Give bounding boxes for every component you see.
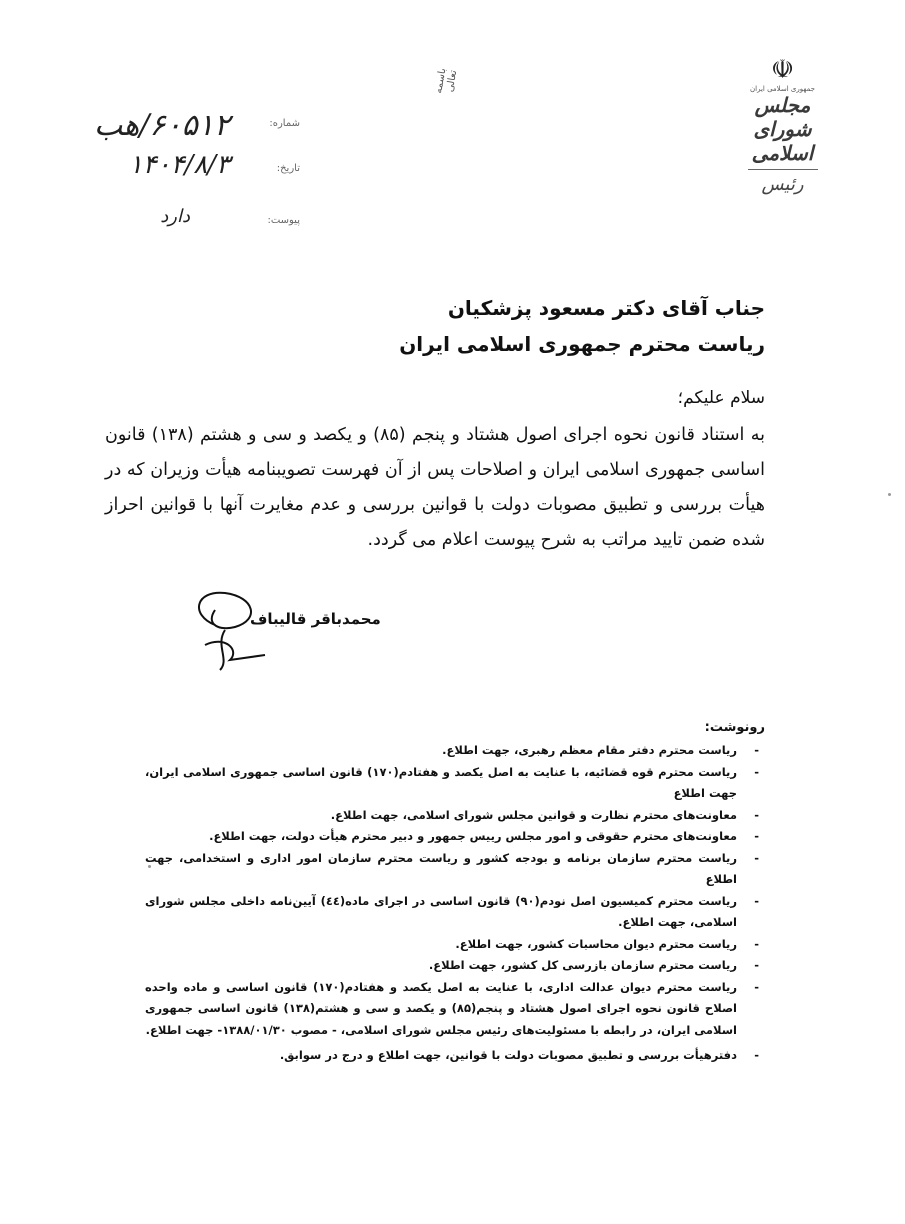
signature-scrawl (185, 585, 275, 675)
cc-list (145, 740, 765, 1067)
cc-item: - ریاست محترم دفتر مقام معظم رهبری، جهت اطلاع. (145, 740, 765, 762)
number-label: شماره: (269, 118, 300, 129)
signatory-name: محمدباقر قالیباف (250, 610, 381, 628)
scan-speck (148, 865, 151, 868)
cc-item: - ریاست محترم دیوان عدالت اداری، با عنایت به اصل یکصد و هفتادم(۱۷۰) قانون اساسی و ماده واحده اصلاح قانون نحوه اجرای اصول هشتاد و پنجم(۸۵) و یکصد و سی و هشتم(۱۳۸) قانون اساسی جمهوری اسلامی ایران، در رابطه با مسئولیت‌های رئیس مجلس شورای اسلامی، - مصوب ۱۳۸۸/۰۱/۳۰- جهت اطلاع. (145, 977, 765, 1042)
organization-name: مجلس شورای اسلامی (751, 93, 814, 165)
republic-line: جمهوری اسلامی ایران (750, 85, 815, 93)
cc-item: - ریاست محترم کمیسیون اصل نودم(۹۰) قانون اساسی در اجرای ماده(٤٤) آیین‌نامه داخلی مجلس شورای اسلامی، جهت اطلاع. (145, 891, 765, 934)
invocation: باسمه تعالی (433, 67, 460, 95)
attachment-label: پیوست: (267, 215, 300, 226)
letterhead-logo (735, 55, 830, 215)
greeting: سلام علیکم؛ (677, 388, 765, 408)
date-label: تاریخ: (276, 163, 300, 174)
letter-number: ۶۰۵۱۲/هب (94, 108, 230, 143)
cc-item: - دفترهیأت بررسی و تطبیق مصوبات دولت با قوانین، جهت اطلاع و درج در سوابق. (145, 1045, 765, 1067)
cc-item: - معاونت‌های محترم نظارت و قوانین مجلس شورای اسلامی، جهت اطلاع. (145, 805, 765, 827)
emblem-icon: ☫ (770, 55, 795, 85)
attachment-value: دارد (160, 206, 190, 227)
letter-body: به استناد قانون نحوه اجرای اصول هشتاد و پنجم (۸۵) و یکصد و سی و هشتم (۱۳۸) قانون اساسی جمهوری اسلامی ایران و اصلاحات پس از آن فهرست تصویبنامه هیأت وزیران که در هیأت بررسی و تطبیق مصوبات دولت با قوانین بررسی و عدم مغایرت آنها با قوانین احراز شده ضمن تایید مراتب به شرح پیوست اعلام می گردد. (105, 425, 765, 550)
office-title: رئیس (761, 174, 804, 195)
cc-item: - ریاست محترم دیوان محاسبات کشور، جهت اطلاع. (145, 934, 765, 956)
cc-item: - ریاست محترم قوه قضائیه، با عنایت به اصل یکصد و هفتادم(۱۷۰) قانون اساسی جمهوری اسلامی ایران، جهت اطلاع (145, 762, 765, 805)
addressee-title: ریاست محترم جمهوری اسلامی ایران (399, 332, 765, 356)
addressee-name: جناب آقای دکتر مسعود پزشکیان (447, 296, 765, 320)
cc-item: - ریاست محترم سازمان بازرسی کل کشور، جهت اطلاع. (145, 955, 765, 977)
cc-title: رونوشت: (704, 720, 765, 735)
cc-item: - ریاست محترم سازمان برنامه و بودجه کشور و ریاست محترم سازمان امور اداری و استخدامی، جهت اطلاع (145, 848, 765, 891)
scan-speck (888, 493, 891, 496)
cc-item: - معاونت‌های محترم حقوقی و امور مجلس رییس جمهور و دبیر محترم هیأت دولت، جهت اطلاع. (145, 826, 765, 848)
letter-date: ۱۴۰۴/۸/۳ (128, 150, 230, 180)
logo-divider (748, 169, 818, 170)
